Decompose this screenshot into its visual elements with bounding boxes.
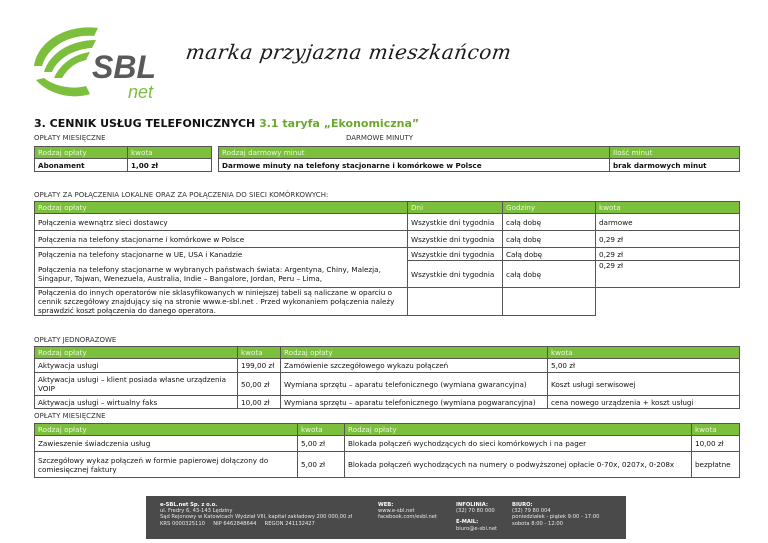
table-cell: Darmowe minuty na telefony stacjonarne i komórkowe w Polsce xyxy=(219,159,610,172)
table-cell: 5,00 zł xyxy=(548,359,740,373)
footer-info-label: INFOLINIA: xyxy=(456,502,488,508)
table-header-row xyxy=(35,424,740,436)
table-cell xyxy=(408,288,503,316)
table-row xyxy=(35,248,740,261)
table-cell: Koszt usługi serwisowej xyxy=(548,373,740,396)
table-cell: darmowe xyxy=(596,214,740,231)
table-cell: Blokada połączeń wychodzących na numery o podwyższonej opłacie 0-70x, 0207x, 0-208x xyxy=(345,452,692,478)
column-header: Rodzaj opłaty xyxy=(35,424,298,436)
footer-office-hours-saturday: sobota 8:00 - 12:00 xyxy=(512,520,563,527)
column-header: Rodzaj opłaty xyxy=(281,347,548,359)
column-header: Rodzaj opłaty xyxy=(35,147,128,159)
section2-label: DARMOWE MINUTY xyxy=(346,134,414,142)
table-cell: 199,00 zł xyxy=(238,359,281,373)
table-cell: Wszystkie dni tygodnia xyxy=(408,261,503,288)
column-header: Dni xyxy=(408,202,503,214)
column-header: kwota xyxy=(596,202,740,214)
table-cell: cena nowego urządzenia + koszt usługi xyxy=(548,396,740,409)
table-header-row xyxy=(219,147,740,159)
table-row xyxy=(35,214,740,231)
column-header: Rodzaj opłaty xyxy=(35,202,408,214)
table-cell: 5,00 zł xyxy=(298,452,345,478)
table-row xyxy=(35,359,740,373)
table-header-row xyxy=(35,347,740,359)
table-cell: 10,00 zł xyxy=(692,436,740,452)
table-cell: 0,29 zł xyxy=(596,231,740,248)
title-sub: 3.1 taryfa xyxy=(259,117,320,130)
footer-ids: KRS 0000325110 NIP 6462848644 REGON 241132427 xyxy=(160,520,315,527)
table-cell xyxy=(503,288,596,316)
table-row xyxy=(219,159,740,172)
title-main: 3. CENNIK USŁUG TELEFONICZNYCH xyxy=(34,117,256,130)
table-cell: Połączenia na telefony stacjonarne i komórkowe w Polsce xyxy=(35,231,408,248)
column-header: kwota xyxy=(238,347,281,359)
table-cell: całą dobę xyxy=(503,231,596,248)
table-row xyxy=(35,288,740,316)
footer-office-label: BIURO: xyxy=(512,502,533,508)
table-row xyxy=(35,396,740,409)
table-header-row xyxy=(35,202,740,214)
one-time-fees-table xyxy=(34,346,740,409)
section5-label: OPŁATY MIESIĘCZNE xyxy=(34,412,106,420)
table-cell xyxy=(596,288,740,316)
table-cell: Abonament xyxy=(35,159,128,172)
table-cell: Zawieszenie świadczenia usług xyxy=(35,436,298,452)
footer-company-info xyxy=(160,502,352,527)
column-header: Rodzaj darmowy minut xyxy=(219,147,610,159)
sbl-logo xyxy=(28,22,178,104)
table-cell: Aktywacja usługi – wirtualny faks xyxy=(35,396,238,409)
monthly-extra-fees-table xyxy=(34,423,740,478)
table-cell: bezpłatne xyxy=(692,452,740,478)
table-cell: Połączenia do innych operatorów nie sklasyfikowanych w niniejszej tabeli są naliczane w oparciu o cennik szczegółowy znajdujący się na stronie www.e-sbl.net . Przed wykonaniem połączenia należy sprawdzić koszt połączenia do danego operatora. xyxy=(35,288,408,316)
svg-text:net: net xyxy=(128,82,154,102)
table-cell: Wszystkie dni tygodnia xyxy=(408,231,503,248)
section3-label: OPŁATY ZA POŁĄCZENIA LOKALNE ORAZ ZA POŁĄCZENIA DO SIECI KOMÓRKOWYCH: xyxy=(34,191,329,199)
footer-web xyxy=(378,502,437,521)
footer-web-label: WEB: xyxy=(378,502,394,508)
column-header: kwota xyxy=(298,424,345,436)
table-row xyxy=(35,452,740,478)
footer-facebook-link[interactable]: facebook.com/esbl.net xyxy=(378,514,437,521)
section1-label: OPŁATY MIESIĘCZNE xyxy=(34,134,106,142)
column-header: kwota xyxy=(128,147,212,159)
column-header: kwota xyxy=(692,424,740,436)
table-cell: Szczegółowy wykaz połączeń w formie papierowej dołączony do comiesięcznej faktury xyxy=(35,452,298,478)
footer-email[interactable]: biuro@e-sbl.net xyxy=(456,525,498,532)
page-title xyxy=(34,117,419,130)
footer-company: e-SBL.net Sp. z o.o. xyxy=(160,502,218,508)
title-quoted: „Ekonomiczna” xyxy=(323,117,420,130)
footer-contact xyxy=(456,502,497,532)
table-cell: Połączenia na telefony stacjonarne w wybranych państwach świata: Argentyna, Chiny, Malezja, Singapur, Tajwan, Wenezuela, Australia, Indie – Bangalore, Jordan, Peru – Lima, xyxy=(35,261,408,288)
table-cell: Połączenia na telefony stacjonarne w UE, USA i Kanadzie xyxy=(35,248,408,261)
table-cell: Wymiana sprzętu – aparatu telefonicznego (wymiana gwarancyjna) xyxy=(281,373,548,396)
table-cell: 1,00 zł xyxy=(128,159,212,172)
table-row xyxy=(35,373,740,396)
table-cell: Zamówienie szczegółowego wykazu połączeń xyxy=(281,359,548,373)
table-cell: 10,00 zł xyxy=(238,396,281,409)
table-row xyxy=(35,261,740,288)
table-cell: Wymiana sprzętu – aparatu telefonicznego (wymiana pogwarancyjna) xyxy=(281,396,548,409)
footer-office-hours-weekday: poniedziałek - piątek 9:00 - 17:00 xyxy=(512,514,600,521)
table-cell: Wszystkie dni tygodnia xyxy=(408,214,503,231)
column-header: Rodzaj opłaty xyxy=(345,424,692,436)
footer-office xyxy=(512,502,599,527)
monthly-fees-table xyxy=(34,146,212,172)
table-row xyxy=(35,159,212,172)
footer-address: ul. Fredry 6, 43-143 Lędziny xyxy=(160,508,233,515)
table-cell: Aktywacja usługi xyxy=(35,359,238,373)
table-cell: Połączenia wewnątrz sieci dostawcy xyxy=(35,214,408,231)
free-minutes-table xyxy=(218,146,740,172)
footer-office-phone: (32) 79 80 004 xyxy=(512,508,551,515)
column-header: Rodzaj opłaty xyxy=(35,347,238,359)
footer-court: Sąd Rejonowy w Katowicach Wydział VIII, kapitał zakładowy 200 000,00 zł xyxy=(160,514,353,521)
column-header: Godziny xyxy=(503,202,596,214)
table-cell: 50,00 zł xyxy=(238,373,281,396)
table-cell: Wszystkie dni tygodnia xyxy=(408,248,503,261)
footer-web-link[interactable]: www.e-sbl.net xyxy=(378,508,415,515)
column-header: kwota xyxy=(548,347,740,359)
footer-email-label: E-MAIL: xyxy=(456,519,479,526)
table-cell: 0,29 zł xyxy=(596,248,740,261)
column-header: Ilość minut xyxy=(610,147,740,159)
section4-label: OPŁATY JEDNORAZOWE xyxy=(34,336,117,344)
table-cell: Blokada połączeń wychodzących do sieci komórkowych i na pager xyxy=(345,436,692,452)
footer xyxy=(146,496,626,539)
table-cell: Całą dobę xyxy=(503,248,596,261)
footer-info-phone: (32) 70 80 000 xyxy=(456,508,495,515)
table-cell: całą dobę xyxy=(503,214,596,231)
table-header-row xyxy=(35,147,212,159)
svg-text:SBL: SBL xyxy=(92,49,156,85)
table-cell: brak darmowych minut xyxy=(610,159,740,172)
table-row xyxy=(35,231,740,248)
table-cell: 5,00 zł xyxy=(298,436,345,452)
table-cell: Aktywacja usługi – klient posiada własne urządzenia VOIP xyxy=(35,373,238,396)
slogan: marka przyjazna mieszkańcom xyxy=(184,40,514,64)
table-row xyxy=(35,436,740,452)
table-cell: 0,29 zł xyxy=(596,261,740,288)
local-calls-table xyxy=(34,201,740,316)
table-cell: całą dobę xyxy=(503,261,596,288)
